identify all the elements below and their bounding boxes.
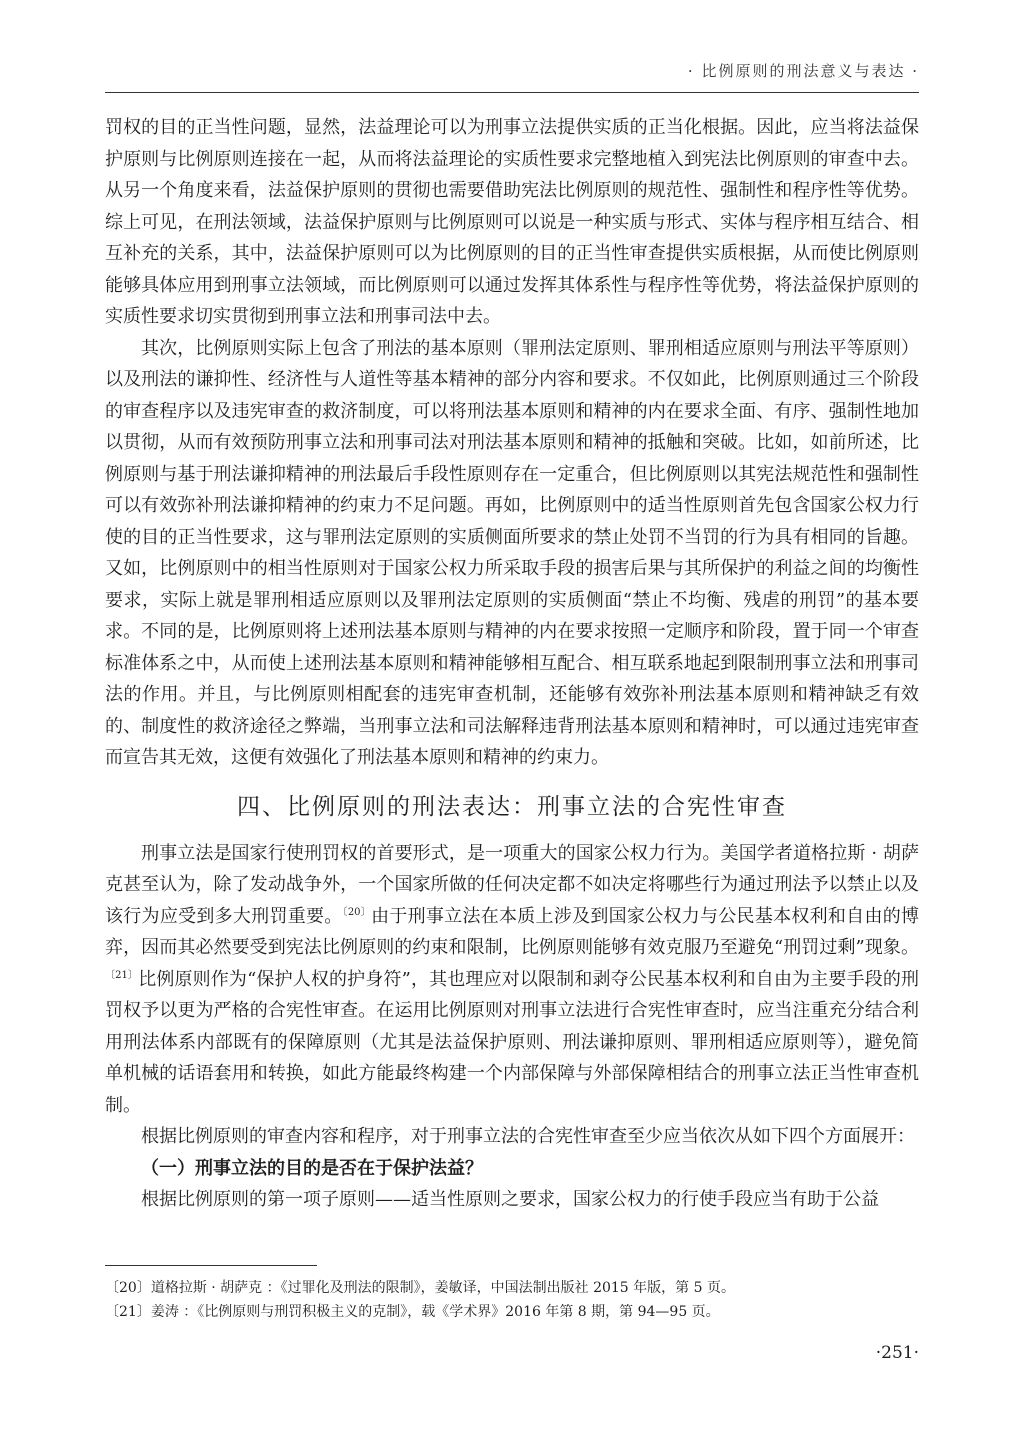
subsection-heading: （一）刑事立法的目的是否在于保护法益？ — [141, 1157, 483, 1179]
header-rule — [105, 92, 919, 93]
paragraph-text: 由于刑事立法在本质上涉及到国家公权力与公民基本权利和自由的博弈，因而其必然要受到宪法比例原则的约束和限制，比例原则能够有效克服乃至避免“刑罚过剩”现象。 — [105, 905, 919, 958]
paragraph-text: 比例原则作为“保护人权的护身符”，其也理应对以限制和剥夺公民基本权利和自由为主要手段的刑罚权予以更为严格的合宪性审查。在运用比例原则对刑事立法进行合宪性审查时，应当注重充分结合利用刑法体系内部既有的保障原则（尤其是法益保护原则、刑法谦抑原则、罪刑相适应原则等），避免简单机械的话语套用和转换，如此方能最终构建一个内部保障与外部保障相结合的刑事立法正当性审查机制。 — [105, 968, 919, 1116]
running-head: · 比例原则的刑法意义与表达 · — [687, 62, 919, 80]
footnote-20: 〔20〕道格拉斯 · 胡萨克 ：《过罪化及刑法的限制》，姜敏译，中国法制出版社 2015 年版，第 5 页。 — [105, 1280, 735, 1296]
paragraph-continued: 罚权的目的正当性问题，显然，法益理论可以为刑事立法提供实质的正当化根据。因此，应当将法益保护原则与比例原则连接在一起，从而将法益理论的实质性要求完整地植入到宪法比例原则的审查中去。从另一个角度来看，法益保护原则的贯彻也需要借助宪法比例原则的规范性、强制性和程序性等优势。综上可见，在刑法领域，法益保护原则与比例原则可以说是一种实质与形式、实体与程序相互结合、相互补充的关系，其中，法益保护原则可以为比例原则的目的正当性审查提供实质根据，从而使比例原则能够具体应用到刑事立法领域，而比例原则可以通过发挥其体系性与程序性等优势，将法益保护原则的实质性要求切实贯彻到刑事立法和刑事司法中去。 — [105, 117, 919, 327]
footnote-rule — [105, 1265, 317, 1266]
footnote-21: 〔21〕姜涛 ：《比例原则与刑罚积极主义的克制》，载《学术界》2016 年第 8 期，第 94—95 页。 — [105, 1304, 720, 1320]
section-heading: 四、比例原则的刑法表达：刑事立法的合宪性审查 — [237, 793, 787, 820]
paragraph: 根据比例原则的第一项子原则——适当性原则之要求，国家公权力的行使手段应当有助于公益 — [141, 1189, 879, 1210]
footnotes — [105, 1276, 919, 1324]
paragraph: 根据比例原则的审查内容和程序，对于刑事立法的合宪性审查至少应当依次从如下四个方面展开： — [141, 1126, 915, 1147]
footnote-ref-21[interactable]: 〔21〕 — [105, 969, 139, 981]
page-number: ·251· — [875, 1343, 919, 1363]
body-text — [105, 112, 919, 1216]
footnote-ref-20[interactable]: 〔20〕 — [342, 906, 372, 918]
paragraph: 其次，比例原则实际上包含了刑法的基本原则（罪刑法定原则、罪刑相适应原则与刑法平等原则）以及刑法的谦抑性、经济性与人道性等基本精神的部分内容和要求。不仅如此，比例原则通过三个阶段的审查程序以及违宪审查的救济制度，可以将刑法基本原则和精神的内在要求全面、有序、强制性地加以贯彻，从而有效预防刑事立法和刑事司法对刑法基本原则和精神的抵触和突破。比如，如前所述，比例原则与基于刑法谦抑精神的刑法最后手段性原则存在一定重合，但比例原则以其宪法规范性和强制性可以有效弥补刑法谦抑精神的约束力不足问题。再如，比例原则中的适当性原则首先包含国家公权力行使的目的正当性要求，这与罪刑法定原则的实质侧面所要求的禁止处罚不当罚的行为具有相同的旨趣。又如，比例原则中的相当性原则对于国家公权力所采取手段的损害后果与其所保护的利益之间的均衡性要求，实际上就是罪刑相适应原则以及罪刑法定原则的实质侧面“禁止不均衡、残虐的刑罚”的基本要求。不同的是，比例原则将上述刑法基本原则与精神的内在要求按照一定顺序和阶段，置于同一个审查标准体系之中，从而使上述刑法基本原则和精神能够相互配合、相互联系地起到限制刑事立法和刑事司法的作用。并且，与比例原则相配套的违宪审查机制，还能够有效弥补刑法基本原则和精神缺乏有效的、制度性的救济途径之弊端，当刑事立法和司法解释违背刑法基本原则和精神时，可以通过违宪审查而宣告其无效，这便有效强化了刑法基本原则和精神的约束力。 — [105, 337, 919, 768]
paragraph — [105, 838, 919, 1122]
paragraph-text: 刑事立法是国家行使刑罚权的首要形式，是一项重大的国家公权力行为。美国学者道格拉斯 · 胡萨克甚至认为，除了发动战争外，一个国家所做的任何决定都不如决定将哪些行为通过刑法予以禁止以及该行为应受到多大刑罚重要。 — [105, 842, 919, 927]
